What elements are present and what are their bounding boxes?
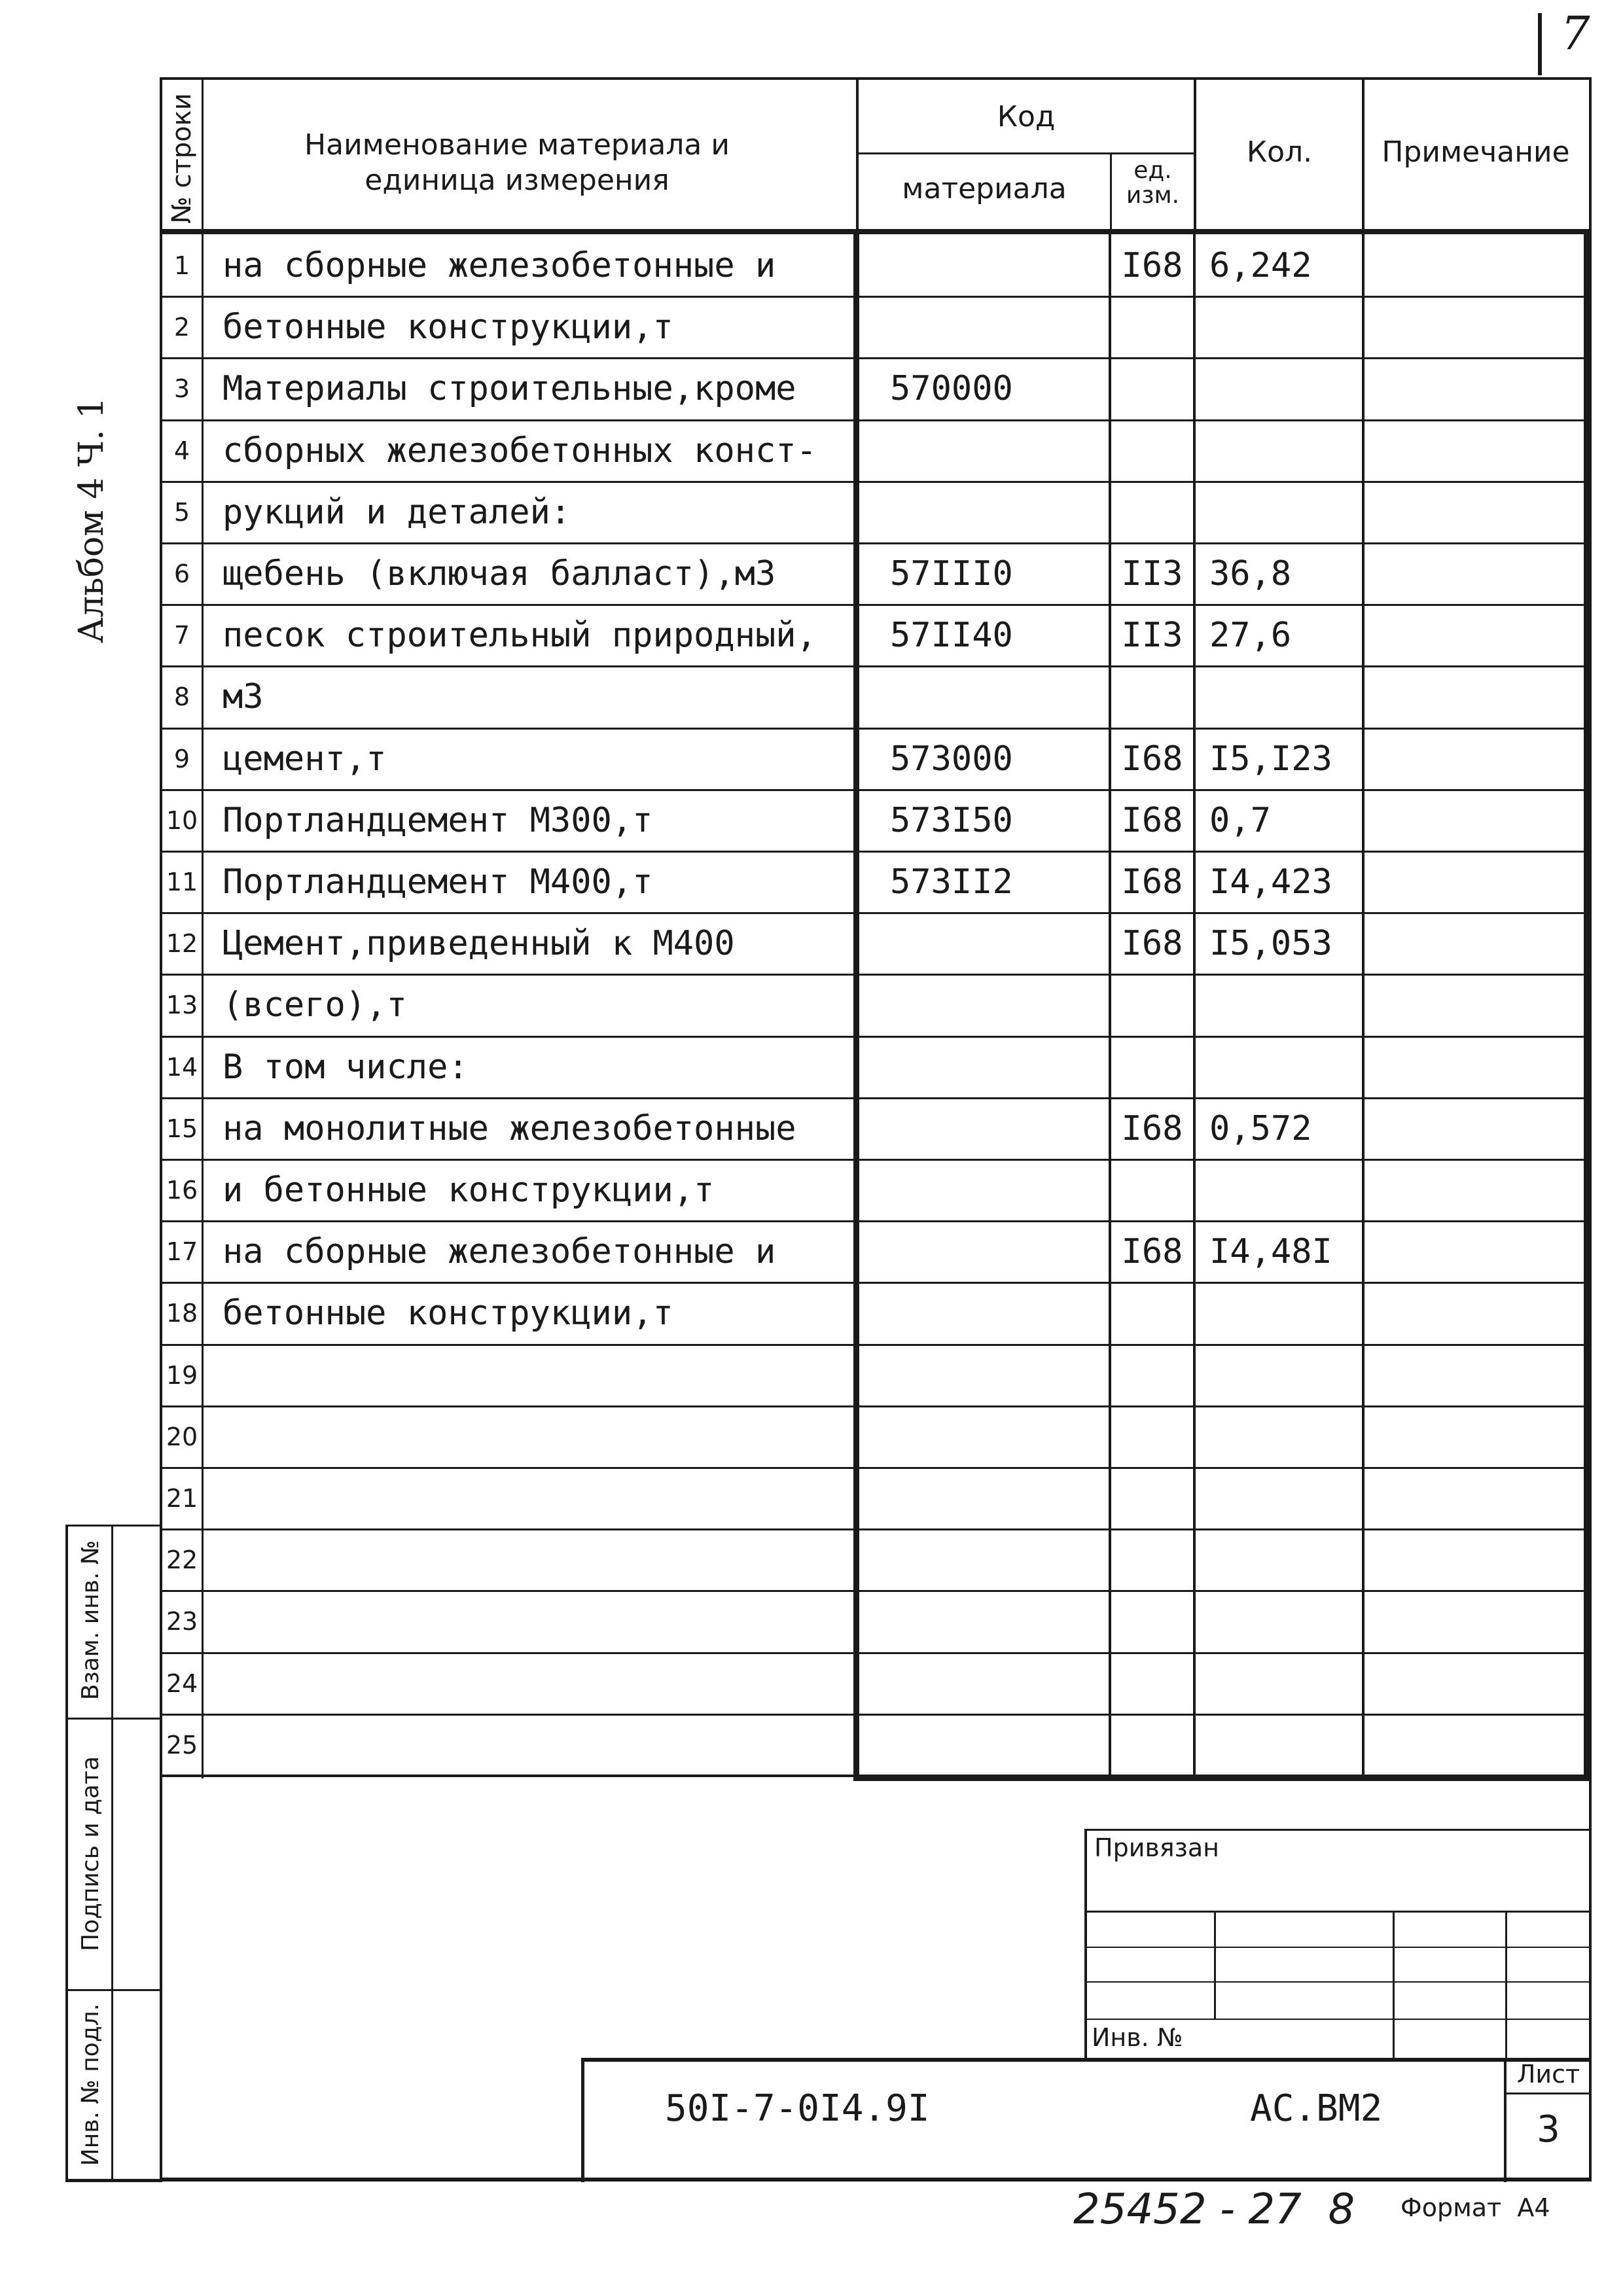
material-code: 573000 [890,739,1013,779]
material-name: Материалы строительные,кроме [223,369,796,409]
quantity: 6,242 [1209,246,1312,285]
row-number: 20 [166,1422,198,1451]
row-number: 6 [173,559,190,588]
stamp-inv-podl: Инв. № подл. [77,2003,104,2166]
header-material-code: материала [902,172,1067,205]
row-number: 17 [166,1237,198,1267]
album-side-note: Альбом 4 Ч. 1 [72,397,111,644]
material-name: на сборные железобетонные и [223,1232,776,1272]
material-code: 57III0 [890,554,1013,593]
row-number: 15 [166,1114,198,1143]
row-number: 18 [166,1299,198,1328]
unit-code: II3 [1121,554,1183,593]
row-number: 7 [173,621,190,650]
material-code: 57II40 [890,616,1013,656]
unit-code: I68 [1121,246,1183,285]
row-divider [160,851,1590,853]
row-number: 8 [173,682,190,712]
material-name: (всего),т [223,985,407,1025]
row-divider [160,1590,1590,1592]
row-number: 13 [166,991,198,1020]
row-divider [160,1282,1590,1284]
row-divider [160,1652,1590,1654]
row-number: 1 [173,251,190,280]
quantity: I5,I23 [1209,739,1332,779]
header-note: Примечание [1382,135,1570,169]
unit-code: I68 [1121,1108,1183,1148]
row-divider [160,1159,1590,1161]
material-name: бетонные конструкции,т [223,308,673,347]
row-divider [160,974,1590,976]
row-number: 4 [173,436,190,465]
material-name: на сборные железобетонные и [223,246,776,285]
row-divider [160,419,1590,421]
document-mark: АС.ВМ2 [1250,2087,1383,2130]
material-name: цемент,т [223,739,387,779]
row-divider [160,481,1590,483]
material-code: 570000 [890,369,1013,409]
quantity: 0,7 [1209,800,1271,840]
sheet-number: 3 [1537,2108,1560,2151]
material-name: В том числе: [223,1047,469,1087]
row-divider [160,1097,1590,1099]
quantity: 0,572 [1209,1108,1312,1148]
unit-code: II3 [1121,616,1183,656]
row-number: 21 [166,1484,198,1513]
quantity: 36,8 [1209,554,1292,593]
material-name: Цемент,приведенный к М400 [223,924,735,964]
header-row-number: № строки [167,93,197,224]
row-number: 24 [166,1669,198,1698]
stamp-signature-date: Подпись и дата [77,1756,104,1952]
row-divider [160,542,1590,544]
document-code: 50I-7-0I4.9I [665,2087,930,2130]
material-name: рукций и деталей: [223,492,571,532]
header-unit: ед. изм. [1126,157,1180,209]
row-divider [160,1036,1590,1038]
header-quantity: Кол. [1246,135,1313,169]
material-name: на монолитные железобетонные [223,1108,796,1148]
unit-code: I68 [1121,1232,1183,1272]
row-divider [160,1467,1590,1469]
material-name: Портландцемент М400,т [223,862,653,902]
material-name: и бетонные конструкции,т [223,1171,715,1210]
material-name: сборных железобетонных конст- [223,431,817,470]
row-divider [160,1344,1590,1346]
row-number: 9 [173,744,190,773]
quantity: I4,423 [1209,862,1332,902]
stamp-vzam-inv: Взам. инв. № [77,1540,104,1701]
row-number: 16 [166,1176,198,1205]
unit-code: I68 [1121,862,1183,902]
row-number: 22 [166,1545,198,1575]
row-divider [160,728,1590,730]
row-divider [160,1528,1590,1530]
material-code: 573II2 [890,862,1013,902]
row-number: 12 [166,929,198,959]
page-mark: 7 [1561,7,1590,60]
material-name: бетонные конструкции,т [223,1294,673,1333]
row-divider [160,604,1590,606]
material-name: щебень (включая балласт),м3 [223,554,776,593]
row-divider [160,1714,1590,1716]
row-number: 11 [166,868,198,896]
row-divider [160,665,1590,667]
header-code: Код [997,100,1056,133]
row-divider [160,1405,1590,1407]
unit-code: I68 [1121,800,1183,840]
material-name: песок строительный природный, [223,616,817,656]
header-material-name: Наименование материала и единица измерения [304,128,730,197]
quantity: I5,053 [1209,924,1332,964]
handwritten-number: 25452 - 27 8 [1073,2185,1355,2234]
row-divider [160,296,1590,298]
row-number: 5 [173,497,190,527]
row-number: 14 [166,1052,198,1082]
row-divider [160,789,1590,791]
row-divider [160,1220,1590,1222]
material-name: Портландцемент М300,т [223,800,653,840]
quantity: I4,48I [1209,1232,1332,1272]
material-code: 573I50 [890,800,1013,840]
row-number: 19 [166,1360,198,1390]
inventory-number-label: Инв. № [1092,2023,1183,2052]
row-divider [160,912,1590,914]
row-divider [160,357,1590,359]
privyazan-label: Привязан [1094,1833,1219,1862]
material-name: м3 [223,677,264,717]
row-number: 25 [166,1730,198,1759]
quantity: 27,6 [1209,616,1292,656]
row-number: 3 [173,374,190,404]
sheet-label: Лист [1516,2060,1580,2089]
row-number: 10 [166,805,198,835]
row-number: 2 [173,313,190,342]
row-number: 23 [166,1607,198,1636]
format-label: Формат А4 [1400,2193,1550,2222]
unit-code: I68 [1121,924,1183,964]
unit-code: I68 [1121,739,1183,779]
